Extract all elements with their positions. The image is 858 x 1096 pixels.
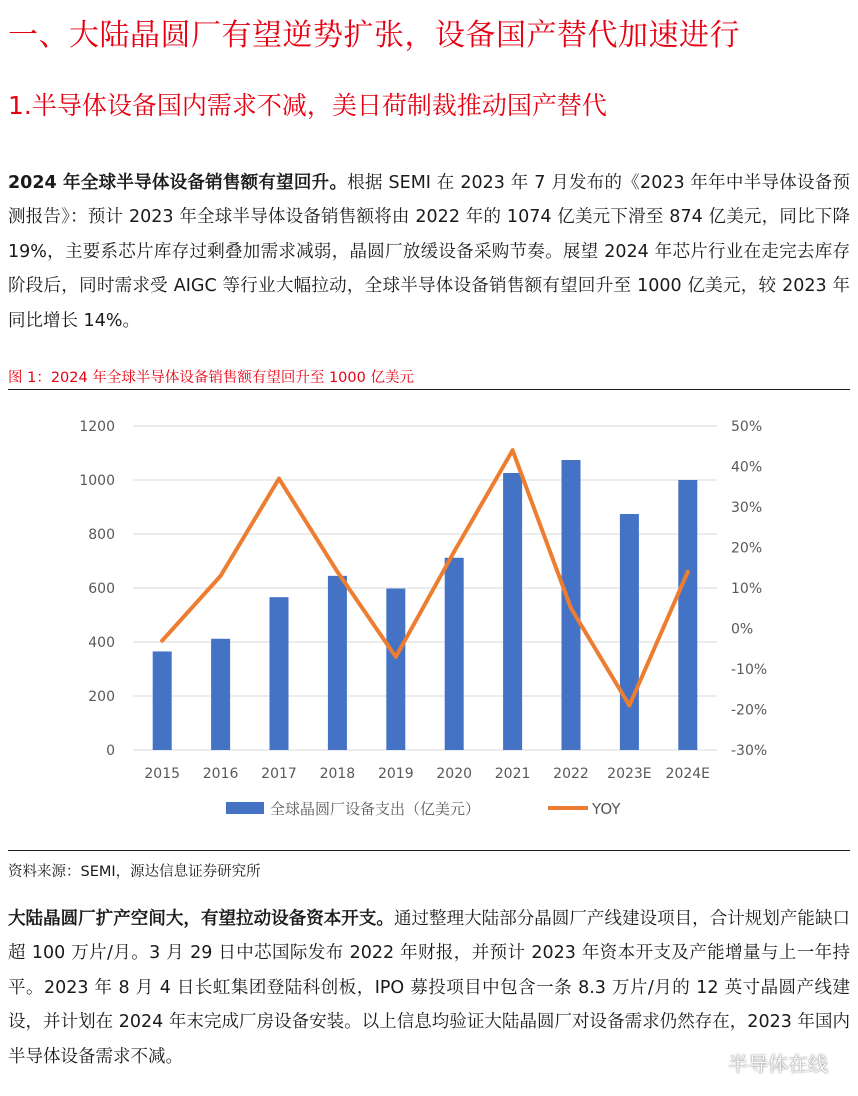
paragraph-lead: 2024 年全球半导体设备销售额有望回升。: [8, 173, 348, 193]
yoy-point: [219, 574, 223, 578]
right-axis-tick-label: -30%: [731, 743, 768, 759]
paragraph-body: 根据 SEMI 在 2023 年 7 月发布的《2023 年年中半导体设备预测报告》：预计 2023 年全球半导体设备销售额将由 2022 年的 1074 亿美元下滑至 874 亿美元，同比下降 19%，主要系芯片库存过剩叠加需求减弱，晶圆厂放缓设备采购节奏。展望 2024 年芯片行业在走完去库存阶段后，同时需求受 AIGC 等行业大幅拉动，全球半导体设备销售额有望回升至 1000 亿美元，较 2023 年同比增长 14%。: [8, 173, 850, 331]
wechat-icon: [698, 1052, 724, 1074]
bar: [386, 589, 405, 750]
figure-bottom-rule: [8, 850, 850, 851]
x-axis-tick-label: 2015: [144, 766, 181, 782]
right-axis-tick-label: -10%: [731, 662, 768, 678]
left-axis-tick-label: 1200: [79, 419, 115, 435]
bar: [620, 514, 639, 750]
x-axis-tick-label: 2018: [319, 766, 356, 782]
bar: [445, 558, 464, 750]
bar: [270, 597, 289, 750]
right-axis-tick-label: 30%: [731, 500, 763, 516]
x-axis-tick-label: 2021: [494, 766, 531, 782]
figure-source: 资料来源：SEMI，源达信息证券研究所: [8, 864, 261, 880]
x-axis-tick-label: 2019: [377, 766, 414, 782]
right-axis-tick-label: 40%: [731, 459, 763, 476]
right-axis-tick-label: -20%: [731, 702, 768, 719]
paragraph-lead: 大陆晶圆厂扩产空间大，有望拉动设备资本开支。: [8, 909, 394, 929]
watermark: [698, 1048, 828, 1077]
figure-caption: 图 1：2024 年全球半导体设备销售额有望回升至 1000 亿美元: [8, 370, 414, 386]
section-heading: 一、大陆晶圆厂有望逆势扩张，设备国产替代加速进行: [8, 18, 740, 53]
right-axis-tick-label: 50%: [731, 419, 763, 435]
x-axis-tick-label: 2023E: [607, 766, 652, 782]
right-axis-tick-label: 0%: [731, 621, 754, 638]
x-axis-tick-label: 2020: [436, 766, 473, 782]
right-axis-tick-label: 10%: [731, 581, 763, 597]
left-axis-tick-label: 1000: [79, 473, 115, 489]
bar: [211, 639, 230, 750]
left-axis-tick-label: 800: [88, 527, 115, 543]
yoy-point: [335, 570, 339, 574]
bar: [678, 480, 697, 750]
subsection-heading: 1.半导体设备国内需求不减，美日荷制裁推动国产替代: [8, 91, 607, 120]
yoy-point: [452, 550, 456, 554]
legend-bar-label: 全球晶圆厂设备支出（亿美元）: [270, 800, 481, 818]
legend-bar-swatch: [226, 802, 264, 814]
yoy-point: [569, 606, 573, 610]
x-axis-tick-label: 2017: [261, 766, 297, 782]
bar: [503, 473, 522, 750]
yoy-series-line: [162, 450, 688, 705]
x-axis-tick-label: 2024E: [665, 766, 711, 782]
bar: [153, 651, 172, 750]
legend-line-label: YOY: [592, 800, 621, 818]
left-axis-tick-label: 600: [88, 581, 115, 597]
yoy-point: [160, 639, 164, 643]
bar: [328, 576, 347, 750]
paragraph-global-equipment-sales: [8, 166, 850, 338]
yoy-point: [627, 703, 631, 707]
left-axis-tick-label: 0: [106, 743, 115, 759]
equipment-sales-chart: [0, 392, 858, 844]
x-axis-tick-label: 2022: [553, 766, 589, 782]
figure-top-rule: [8, 389, 850, 390]
x-axis-tick-label: 2016: [202, 766, 239, 782]
yoy-point: [394, 655, 398, 659]
yoy-point: [686, 570, 690, 574]
paragraph-body: 通过整理大陆部分晶圆厂产线建设项目，合计规划产能缺口超 100 万片/月。3 月 29 日中芯国际发布 2022 年财报，并预计 2023 年资本开支及产能增量与上一年持平。2023 年 8 月 4 日长虹集团登陆科创板，IPO 募投项目中包含一条 8.3 万片/月的 12 英寸晶圆产线建设，并计划在 2024 年末完成厂房设备安装。以上信息均验证大陆晶圆厂对设备需求仍然存在，2023 年国内半导体设备需求不减。: [8, 909, 850, 1067]
right-axis-tick-label: 20%: [731, 540, 763, 557]
yoy-point: [277, 477, 281, 481]
watermark-text: 半导体在线: [728, 1052, 828, 1076]
yoy-point: [511, 448, 515, 452]
left-axis-tick-label: 200: [88, 689, 115, 705]
left-axis-tick-label: 400: [88, 635, 115, 651]
